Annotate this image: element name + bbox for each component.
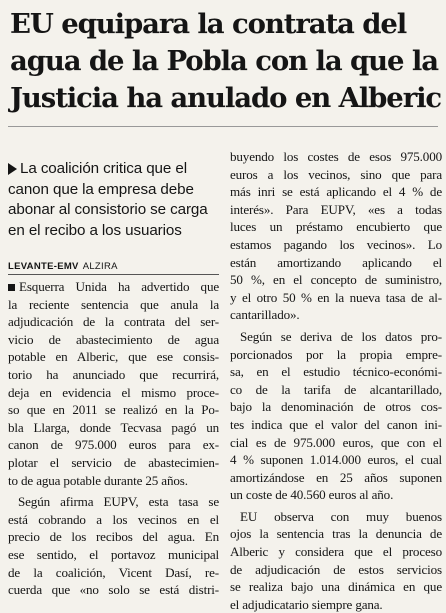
body-line: bajo la denominación de otros cos- <box>230 399 442 415</box>
body-line: estamos pagando los vecinos». Lo <box>230 236 442 252</box>
right-column <box>230 148 442 613</box>
body-line: co de la tarifa de alcantarillado, <box>230 381 442 397</box>
body-line: EU observa con muy buenos <box>240 508 442 524</box>
body-line: tes indica que el valor del canon ini- <box>230 416 442 432</box>
body-line: potable en Alberic, que ese consis- <box>8 349 219 365</box>
body-line: cial es de 975.000 euros, que con el <box>230 434 442 450</box>
subheadline-line: canon que la empresa debe <box>8 180 194 198</box>
subheadline <box>8 159 219 241</box>
body-line: canon de 975.000 euros para ex- <box>8 437 219 453</box>
body-line: 50 %, en el concepto de suministro, <box>230 272 442 288</box>
body-line: euros a los vecinos, sino que para <box>230 166 442 182</box>
body-line: luces un préstamo encubierto que <box>230 219 442 235</box>
body-line: y el otro 50 % en la nueva tasa de al- <box>230 289 442 305</box>
body-line: Según se deriva de los datos pro- <box>240 328 442 344</box>
body-line: buyendo los costes de esos 975.000 <box>230 149 442 164</box>
body-line: la reciente sentencia que anula la <box>8 296 219 312</box>
body-line: precio de los recibos del agua. En <box>8 529 219 545</box>
headline-line: Justicia ha anulado en Alberic <box>10 82 442 114</box>
bullet-triangle-icon <box>8 163 17 175</box>
body-line: cuerda que «no solo se está distri- <box>8 582 219 598</box>
body-line: vicio de abastecimiento de agua <box>8 331 219 347</box>
body-line: Esquerra Unida ha advertido que <box>8 278 219 296</box>
left-column <box>8 148 219 599</box>
body-line: Según afirma EUPV, esta tasa se <box>18 494 219 510</box>
headline <box>10 6 442 117</box>
body-line: se realiza bajo una dinámica en que <box>230 579 442 595</box>
body-line: 4 % suponen 1.014.000 euros, el cual <box>230 452 442 468</box>
body-line: de adjudicación de estos servicios <box>230 561 442 577</box>
body-line: interés». Para EUPV, «es a todas <box>230 201 442 217</box>
byline-place: ALZIRA <box>82 261 118 272</box>
subheadline-line: en el recibo a los usuarios <box>8 221 182 239</box>
body-line: plotar el servicio de abastecimien- <box>8 454 219 470</box>
byline <box>8 261 219 275</box>
body-line: bla Llarga, donde Tecvasa pagó un <box>8 419 219 435</box>
body-line: ese sentido, el portavoz municipal <box>8 546 219 562</box>
body-line: torio ha anunciado que recurrirá, <box>8 366 219 382</box>
body-line: deja en evidencia el mismo proce- <box>8 384 219 400</box>
body-line: sa, en el estudio técnico-económi- <box>230 364 442 380</box>
subheadline-line: abonar al consistorio se carga <box>8 201 208 218</box>
body-line: to de agua potable durante 25 años. <box>8 472 188 488</box>
subheadline-line: La coalición critica que el <box>20 160 187 177</box>
article-columns <box>8 148 442 612</box>
body-line: so que en 2011 se realizó en la Po- <box>8 402 219 418</box>
body-line: el adjudicatario siempre gana. <box>230 596 383 612</box>
headline-line: agua de la Pobla con la que la <box>10 45 438 77</box>
body-line: está cobrando a los vecinos en el <box>8 511 219 527</box>
body-line: porcionados por la propia empre- <box>230 346 442 362</box>
body-line: Alberic y considera que el proceso <box>230 544 442 560</box>
body-line: un coste de 40.560 euros al año. <box>230 487 394 503</box>
body-line: más inri se está aplicando el 4 % de <box>230 184 442 200</box>
body-line: amortizándose en 25 años suponen <box>230 469 442 485</box>
paragraph-square-icon <box>8 284 15 291</box>
body-line: ojos la sentencia tras la denuncia de <box>230 526 442 542</box>
body-line: cantarillado». <box>230 307 300 323</box>
headline-line: EU equipara la contrata del <box>10 8 407 40</box>
byline-author: LEVANTE-EMV <box>8 261 79 272</box>
headline-divider <box>8 126 438 127</box>
body-line: de la coalición, Vicent Dasí, re- <box>8 564 219 580</box>
body-line: adjudicación de la contrata del ser- <box>8 314 219 330</box>
body-line: están amortizando aplicando el <box>230 254 442 270</box>
left-body <box>8 278 219 599</box>
